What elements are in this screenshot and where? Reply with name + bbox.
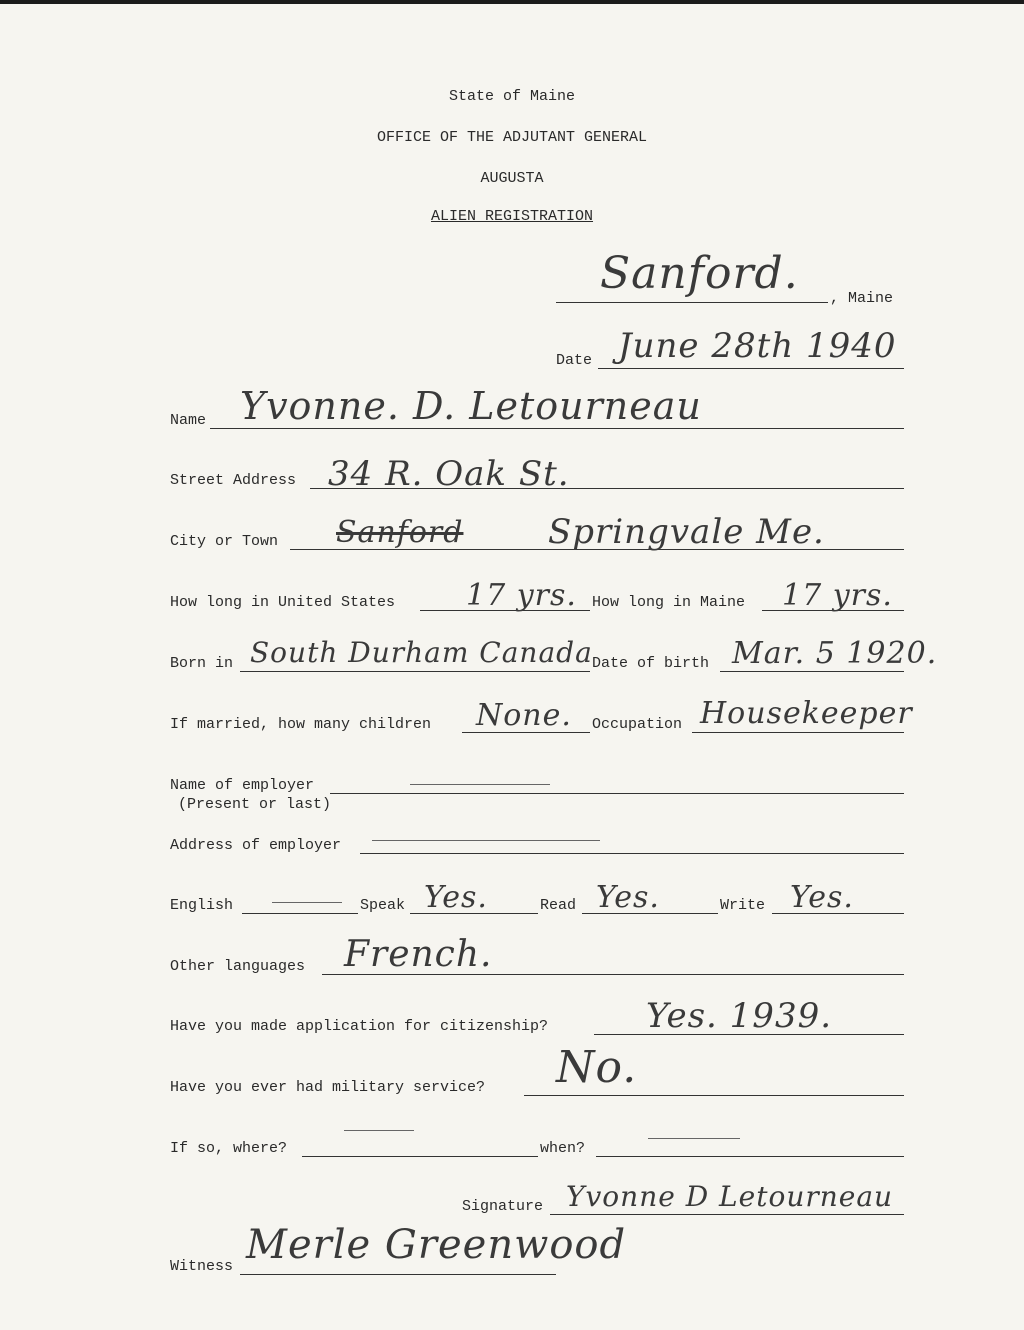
- english-dash: [272, 902, 342, 903]
- where-line: [302, 1156, 538, 1157]
- city-struck-value: Sanford: [336, 515, 464, 550]
- other-languages-label: Other languages: [170, 958, 306, 975]
- header-state: State of Maine: [448, 88, 576, 105]
- children-label: If married, how many children: [170, 716, 432, 733]
- when-label: when?: [540, 1140, 586, 1157]
- write-label: Write: [720, 897, 766, 914]
- scan-top-border: [0, 0, 1024, 4]
- speak-value: Yes.: [424, 880, 488, 915]
- military-label: Have you ever had military service?: [170, 1079, 486, 1096]
- citizenship-label: Have you made application for citizenship?: [170, 1018, 549, 1035]
- when-dash: [648, 1138, 740, 1139]
- date-value: June 28th 1940: [618, 326, 897, 366]
- employer-note: (Present or last): [178, 796, 332, 813]
- other-languages-value: French.: [344, 934, 493, 975]
- how-long-us-value: 17 yrs.: [466, 578, 577, 613]
- born-in-label: Born in: [170, 655, 234, 672]
- born-in-value: South Durham Canada: [250, 636, 593, 669]
- city-value: Springvale Me.: [548, 512, 825, 552]
- english-line: [242, 913, 358, 914]
- date-line: [598, 368, 904, 369]
- occupation-line: [692, 732, 904, 733]
- employer-name-dash: [410, 784, 550, 785]
- born-in-line: [240, 671, 590, 672]
- where-label: If so, where?: [170, 1140, 288, 1157]
- military-line: [524, 1095, 904, 1096]
- signature-label: Signature: [462, 1198, 544, 1215]
- dob-line: [720, 671, 904, 672]
- maine-suffix: , Maine: [830, 290, 894, 307]
- employer-address-dash: [372, 840, 600, 841]
- employer-name-line: [330, 793, 904, 794]
- how-long-us-label: How long in United States: [170, 594, 396, 611]
- dob-label: Date of birth: [592, 655, 710, 672]
- read-label: Read: [540, 897, 577, 914]
- occupation-label: Occupation: [592, 716, 683, 733]
- employer-address-line: [360, 853, 904, 854]
- employer-name-label: Name of employer: [170, 777, 315, 794]
- military-value: No.: [556, 1042, 638, 1093]
- witness-label: Witness: [170, 1258, 234, 1275]
- when-line: [596, 1156, 904, 1157]
- street-value: 34 R. Oak St.: [328, 454, 570, 494]
- write-value: Yes.: [790, 880, 854, 915]
- children-value: None.: [476, 698, 572, 733]
- town-value: Sanford.: [600, 248, 799, 299]
- witness-value: Merle Greenwood: [246, 1222, 627, 1268]
- name-label: Name: [170, 412, 207, 429]
- name-value: Yvonne. D. Letourneau: [240, 384, 702, 428]
- how-long-maine-value: 17 yrs.: [782, 578, 893, 613]
- read-value: Yes.: [596, 880, 660, 915]
- town-line: [556, 302, 828, 303]
- english-label: English: [170, 897, 234, 914]
- occupation-value: Housekeeper: [700, 696, 913, 731]
- how-long-maine-label: How long in Maine: [592, 594, 746, 611]
- dob-value: Mar. 5 1920.: [732, 636, 938, 671]
- employer-address-label: Address of employer: [170, 837, 342, 854]
- where-dash: [344, 1130, 414, 1131]
- header-office: OFFICE OF THE ADJUTANT GENERAL: [376, 129, 648, 146]
- witness-line: [240, 1274, 556, 1275]
- citizenship-value: Yes. 1939.: [646, 996, 833, 1036]
- date-label: Date: [556, 352, 593, 369]
- signature-line: [550, 1214, 904, 1215]
- form-title: ALIEN REGISTRATION: [430, 208, 594, 225]
- signature-value: Yvonne D Letourneau: [566, 1180, 894, 1213]
- speak-label: Speak: [360, 897, 406, 914]
- street-label: Street Address: [170, 472, 297, 489]
- city-label: City or Town: [170, 533, 279, 550]
- header-city: AUGUSTA: [480, 170, 544, 187]
- name-line: [210, 428, 904, 429]
